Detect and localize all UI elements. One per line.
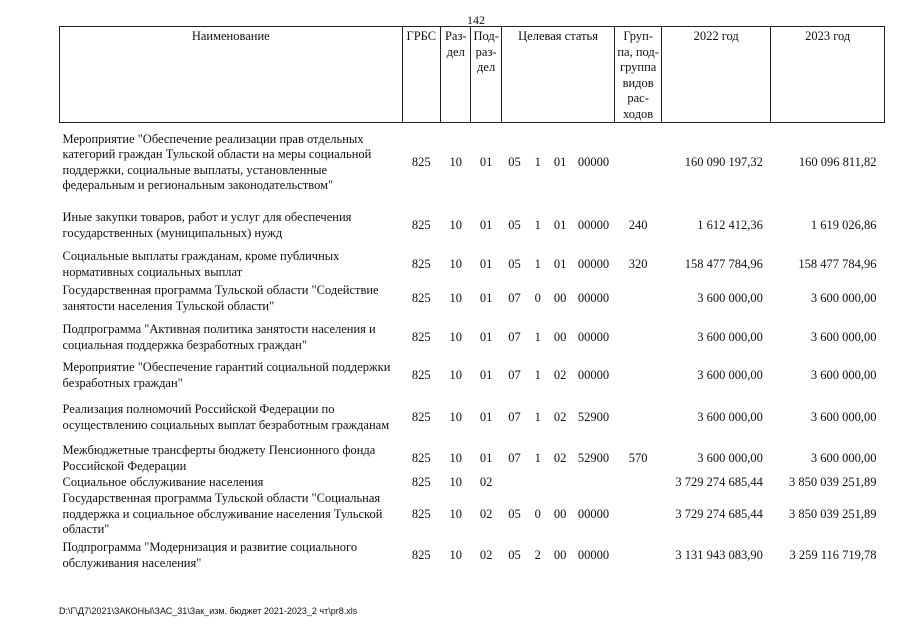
row-grbs: 825	[411, 506, 431, 521]
table-header-row	[60, 27, 885, 123]
row-amount-2022: 3 600 000,00	[697, 329, 763, 344]
row-podrazdel: 01	[479, 256, 493, 271]
row-podrazdel: 01	[479, 290, 493, 305]
row-amount-2022: 160 090 197,32	[684, 155, 763, 169]
row-podrazdel: 02	[479, 506, 493, 521]
row-amount-2023: 3 600 000,00	[810, 409, 877, 424]
row-target-event: 00	[553, 506, 567, 521]
row-razdel: 10	[449, 547, 462, 562]
row-amount-2023: 3 850 039 251,89	[789, 506, 877, 521]
table-row	[60, 281, 885, 317]
footer-file-path: D:\Г\Д7\2021\ЗАКОНЫ\ЗАС_31\Зак_изм. бюджет 2021-2023_2 чт\pr8.xls	[59, 606, 358, 616]
row-target-program: 07	[508, 450, 521, 465]
row-target-direction: 00000	[577, 547, 610, 562]
row-razdel: 10	[449, 367, 462, 382]
row-amount-2022: 158 477 784,96	[684, 256, 763, 271]
row-razdel: 10	[449, 290, 462, 305]
row-amount-2023: 3 600 000,00	[810, 367, 877, 382]
row-target-subprogram: 0	[534, 506, 541, 521]
budget-table	[59, 26, 885, 573]
row-target-event: 00	[553, 329, 567, 344]
row-razdel: 10	[449, 474, 462, 489]
row-target-subprogram: 1	[534, 450, 541, 465]
row-podrazdel: 01	[479, 217, 493, 232]
row-amount-2023: 158 477 784,96	[798, 256, 877, 271]
table-row	[60, 443, 885, 475]
table-row	[60, 475, 885, 491]
row-name: Реализация полномочий Российской Федерации по осуществлению социальных выплат безработным гражданам	[62, 402, 390, 432]
row-grbs: 825	[411, 256, 431, 271]
row-target-event: 01	[553, 256, 567, 271]
row-target-direction: 00000	[577, 155, 610, 169]
row-target-program: 05	[508, 217, 521, 232]
row-target-event: 02	[553, 409, 567, 424]
row-target-direction: 00000	[577, 329, 610, 344]
row-target-program: 05	[508, 155, 521, 169]
row-expense-group	[615, 475, 662, 491]
row-name: Социальные выплаты гражданам, кроме публичных нормативных социальных выплат	[62, 249, 340, 279]
row-grbs: 825	[411, 474, 431, 489]
row-target-program: 07	[508, 367, 521, 382]
row-amount-2022: 3 729 274 685,44	[675, 474, 763, 489]
row-name: Мероприятие "Обеспечение реализации прав отдельных категорий граждан Тульской области на меры социальной поддержки, социальные выплаты, установленные федеральным и региональным законодательством"	[62, 131, 372, 193]
row-grbs: 825	[411, 290, 431, 305]
row-target-event: 01	[553, 217, 567, 232]
row-target-subprogram: 1	[534, 256, 541, 271]
row-podrazdel: 01	[479, 329, 493, 344]
row-podrazdel: 01	[479, 409, 493, 424]
row-amount-2023: 3 600 000,00	[810, 329, 877, 344]
row-grbs: 825	[411, 409, 431, 424]
table-row	[60, 317, 885, 359]
row-target-subprogram: 1	[534, 217, 541, 232]
row-expense-group	[615, 317, 662, 359]
row-target-event: 02	[553, 450, 567, 465]
row-target-subprogram: 1	[534, 409, 541, 424]
row-target-event	[548, 475, 572, 491]
row-target-direction: 52900	[577, 409, 610, 424]
row-target-program: 07	[508, 329, 521, 344]
row-grbs: 825	[411, 329, 431, 344]
row-razdel: 10	[449, 506, 462, 521]
table-row	[60, 393, 885, 443]
row-razdel: 10	[449, 409, 462, 424]
row-amount-2023: 3 600 000,00	[810, 290, 877, 305]
row-podrazdel: 01	[479, 155, 493, 169]
row-podrazdel: 02	[479, 474, 493, 489]
row-target-subprogram: 1	[534, 155, 541, 169]
header-podrazdel: Под- раз- дел	[471, 27, 501, 123]
row-amount-2022: 3 600 000,00	[697, 409, 763, 424]
row-amount-2023: 3 850 039 251,89	[789, 474, 877, 489]
row-expense-group	[615, 359, 662, 393]
row-razdel: 10	[449, 450, 462, 465]
row-target-program: 07	[508, 290, 521, 305]
row-target-direction: 00000	[577, 290, 610, 305]
table-body	[60, 123, 885, 573]
header-2023: 2023 год	[771, 27, 885, 123]
row-target-direction	[572, 475, 615, 491]
row-razdel: 10	[449, 155, 462, 169]
row-target-program: 05	[508, 506, 521, 521]
row-target-subprogram: 2	[534, 547, 541, 562]
row-grbs: 825	[411, 450, 431, 465]
table-row	[60, 123, 885, 203]
row-expense-group: 570	[628, 450, 648, 465]
row-target-program: 07	[508, 409, 521, 424]
table-row	[60, 359, 885, 393]
row-grbs: 825	[411, 155, 431, 169]
row-amount-2022: 3 600 000,00	[697, 290, 763, 305]
header-2022: 2022 год	[661, 27, 770, 123]
row-grbs: 825	[411, 367, 431, 382]
row-expense-group	[615, 491, 662, 539]
row-target-direction: 00000	[577, 256, 610, 271]
row-target-program	[501, 475, 527, 491]
row-razdel: 10	[449, 217, 462, 232]
row-amount-2022: 1 612 412,36	[697, 217, 763, 232]
header-group: Груп- па, под- группа видов рас- ходов	[615, 27, 662, 123]
row-target-event: 00	[553, 547, 567, 562]
row-grbs: 825	[411, 547, 431, 562]
row-razdel: 10	[449, 256, 462, 271]
row-name: Иные закупки товаров, работ и услуг для обеспечения государственных (муниципальных) нужд	[62, 210, 352, 240]
row-target-direction: 52900	[577, 450, 610, 465]
row-name: Подпрограмма "Модернизация и развитие социального обслуживания населения"	[62, 540, 358, 570]
table-row	[60, 539, 885, 573]
table-row	[60, 203, 885, 249]
row-target-event: 00	[553, 290, 567, 305]
row-target-direction: 00000	[577, 217, 610, 232]
row-amount-2023: 3 600 000,00	[810, 450, 877, 465]
row-name: Социальное обслуживание населения	[62, 474, 264, 489]
row-expense-group	[615, 281, 662, 317]
row-podrazdel: 02	[479, 547, 493, 562]
row-expense-group: 320	[628, 256, 648, 271]
header-target: Целевая статья	[501, 27, 615, 123]
table-row	[60, 249, 885, 281]
row-amount-2022: 3 600 000,00	[697, 450, 763, 465]
row-expense-group	[615, 393, 662, 443]
row-target-event: 01	[553, 155, 567, 169]
row-target-direction: 00000	[577, 367, 610, 382]
row-name: Подпрограмма "Активная политика занятости населения и социальная поддержка безработных граждан"	[62, 322, 376, 352]
header-name: Наименование	[60, 27, 403, 123]
row-grbs: 825	[411, 217, 431, 232]
header-razdel: Раз- дел	[441, 27, 471, 123]
row-amount-2022: 3 600 000,00	[697, 367, 763, 382]
row-podrazdel: 01	[479, 450, 493, 465]
row-amount-2023: 3 259 116 719,78	[789, 547, 877, 562]
row-expense-group	[615, 123, 662, 203]
row-target-program: 05	[508, 256, 521, 271]
row-target-subprogram: 1	[534, 367, 541, 382]
row-target-subprogram	[528, 475, 548, 491]
row-expense-group	[615, 539, 662, 573]
row-target-subprogram: 0	[534, 290, 541, 305]
row-name: Государственная программа Тульской области "Содействие занятости населения Тульской области"	[62, 283, 379, 313]
row-amount-2023: 1 619 026,86	[810, 217, 877, 232]
table-row	[60, 491, 885, 539]
header-grbs: ГРБС	[402, 27, 441, 123]
row-amount-2022: 3 131 943 083,90	[675, 547, 763, 562]
row-amount-2022: 3 729 274 685,44	[675, 506, 763, 521]
row-razdel: 10	[449, 329, 462, 344]
row-name: Межбюджетные трансферты бюджету Пенсионного фонда Российской Федерации	[62, 443, 376, 473]
row-expense-group: 240	[628, 217, 648, 232]
row-target-program: 05	[508, 547, 521, 562]
row-target-subprogram: 1	[534, 329, 541, 344]
row-amount-2023: 160 096 811,82	[798, 155, 877, 169]
row-name: Мероприятие "Обеспечение гарантий социальной поддержки безработных граждан"	[62, 360, 391, 390]
page-number: 142	[467, 13, 485, 27]
row-target-event: 02	[553, 367, 567, 382]
row-name: Государственная программа Тульской области "Социальная поддержка и социальное обслуживание населения Тульской области"	[62, 491, 383, 537]
row-podrazdel: 01	[479, 367, 493, 382]
row-target-direction: 00000	[577, 506, 610, 521]
